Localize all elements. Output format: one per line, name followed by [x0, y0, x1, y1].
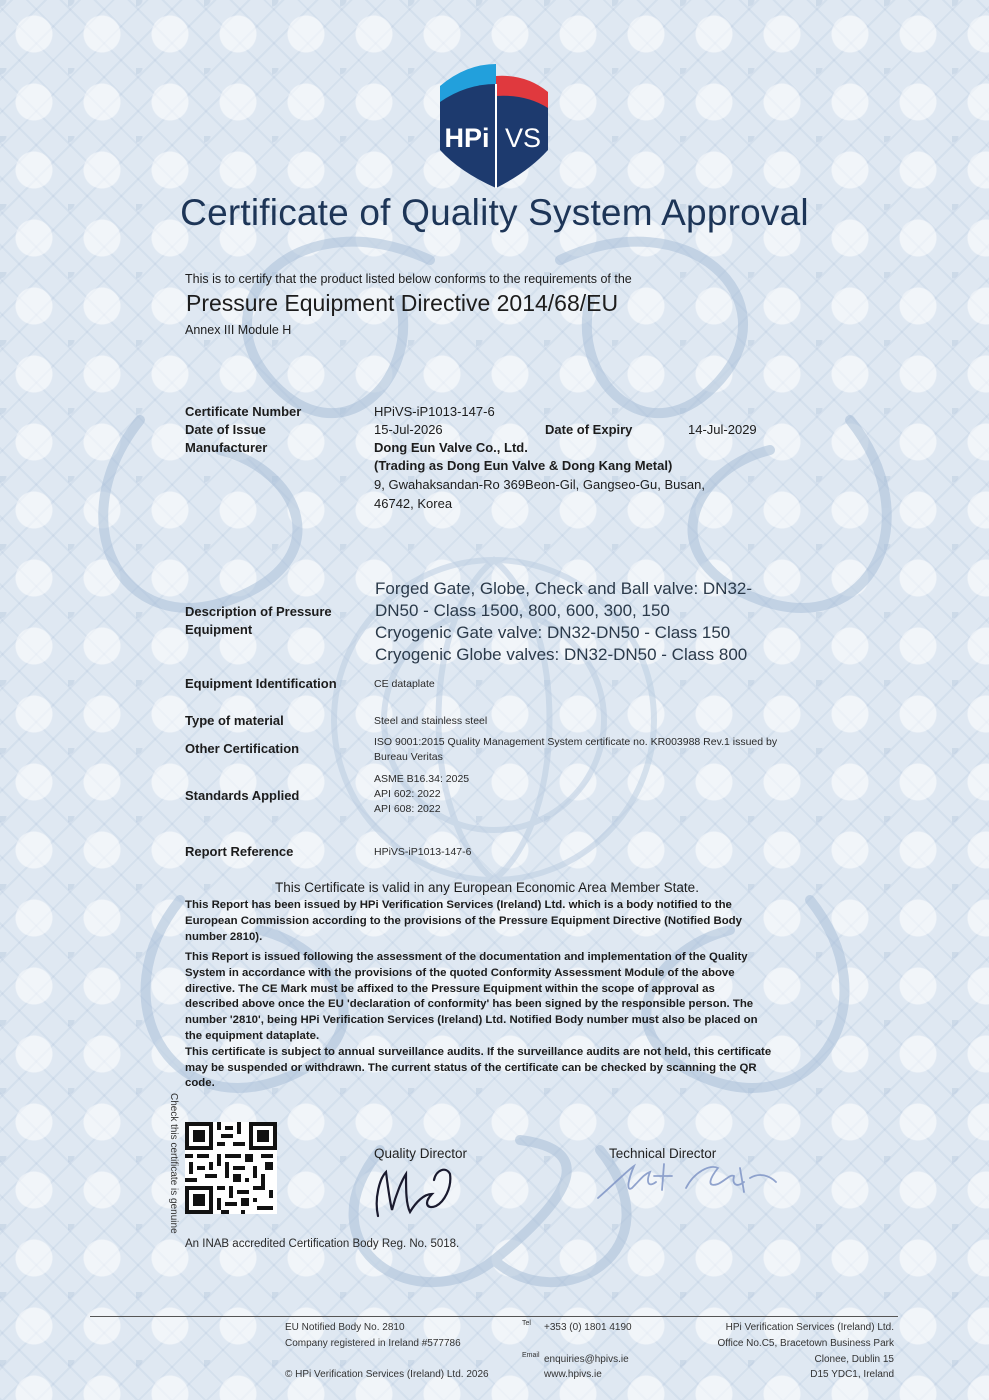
description-label: Description of Pressure: [185, 604, 332, 619]
paragraph-line: may be suspended or withdrawn. The current status of the certificate can be checked by scanning the QR: [185, 1061, 757, 1074]
other-certification-label: Other Certification: [185, 741, 300, 756]
footer-address-line: Clonee, Dublin 15: [814, 1354, 894, 1365]
date-of-expiry-value: 14-Jul-2029: [688, 422, 757, 437]
validity-statement: This Certificate is valid in any European Economic Area Member State.: [275, 880, 699, 895]
footer-notified-body: EU Notified Body No. 2810: [285, 1322, 405, 1333]
conditions-paragraph: [185, 950, 810, 1092]
paragraph-line: This certificate is subject to annual surveillance audits. If the surveillance audits are not held, this certificate: [185, 1045, 772, 1058]
paragraph-line: described above once the EU 'declaration of conformity' has been signed by the responsible person. The: [185, 998, 754, 1011]
other-certification-value: ISO 9001:2015 Quality Management System certificate no. KR003988 Rev.1 issued by: [374, 736, 778, 748]
standard-item: API 608: 2022: [374, 803, 441, 815]
other-certification-value-cont: Bureau Veritas: [374, 751, 443, 763]
footer-website-link[interactable]: www.hpivs.ie: [544, 1369, 602, 1380]
manufacturer-name: Dong Eun Valve Co., Ltd.: [374, 440, 528, 455]
date-of-issue-value: 15-Jul-2026: [374, 422, 443, 437]
paragraph-line: number 2810).: [185, 930, 263, 943]
description-line: Cryogenic Globe valves: DN32-DN50 - Class 800: [375, 645, 748, 664]
footer-email-link[interactable]: enquiries@hpivs.ie: [544, 1354, 629, 1365]
footer-email-label: Email: [522, 1352, 540, 1359]
date-of-issue-label: Date of Issue: [185, 422, 266, 437]
standards-applied-label: Standards Applied: [185, 788, 300, 803]
manufacturer-address-line: 46742, Korea: [374, 496, 453, 511]
annex-text: Annex III Module H: [185, 323, 292, 337]
footer-company-reg: Company registered in Ireland #577786: [285, 1338, 461, 1349]
paragraph-line: the equipment dataplate.: [185, 1029, 320, 1042]
description-label-cont: Equipment: [185, 622, 253, 637]
directive-title: Pressure Equipment Directive 2014/68/EU: [186, 290, 619, 316]
manufacturer-label: Manufacturer: [185, 440, 268, 455]
paragraph-line: This Report has been issued by HPi Verification Services (Ireland) Ltd. which is a body notified to the: [185, 899, 732, 911]
svg-text:VS: VS: [504, 123, 542, 153]
description-line: DN50 - Class 1500, 800, 600, 300, 150: [375, 601, 670, 620]
footer-tel-label: Tel: [522, 1320, 531, 1327]
certificate-number-label: Certificate Number: [185, 404, 302, 419]
hpivs-logo: [436, 58, 552, 190]
paragraph-line: European Commission according to the provisions of the Pressure Equipment Directive (Notified Body: [185, 914, 742, 927]
description-line: Cryogenic Gate valve: DN32-DN50 - Class 150: [375, 623, 731, 642]
footer-address-line: D15 YDC1, Ireland: [810, 1369, 894, 1380]
standard-item: API 602: 2022: [374, 788, 441, 800]
standard-item: ASME B16.34: 2025: [374, 773, 470, 785]
svg-text:HPi: HPi: [444, 123, 490, 153]
report-reference-value: HPiVS-iP1013-147-6: [374, 846, 472, 858]
paragraph-line: This Report is issued following the assessment of the documentation and implementation of the Quality: [185, 951, 748, 963]
type-of-material-label: Type of material: [185, 713, 284, 728]
page-title: Certificate of Quality System Approval: [180, 192, 809, 233]
notified-body-paragraph: [185, 898, 810, 945]
manufacturer-trading-name: (Trading as Dong Eun Valve & Dong Kang Metal): [374, 458, 673, 473]
paragraph-line: code.: [185, 1077, 215, 1090]
footer-tel[interactable]: +353 (0) 1801 4190: [544, 1322, 632, 1333]
footer-divider: [90, 1316, 898, 1317]
qr-code[interactable]: [185, 1122, 277, 1214]
technical-director-label: Technical Director: [609, 1146, 717, 1161]
technical-director-signature: [594, 1158, 784, 1206]
footer-address-line: Office No.C5, Bracetown Business Park: [717, 1338, 894, 1349]
certificate-number-value: HPiVS-iP1013-147-6: [374, 404, 495, 419]
manufacturer-address-line: 9, Gwahaksandan-Ro 369Beon-Gil, Gangseo-Gu, Busan,: [374, 477, 705, 492]
type-of-material-value: Steel and stainless steel: [374, 715, 488, 727]
description-line: Forged Gate, Globe, Check and Ball valve: DN32-: [375, 579, 753, 598]
intro-text: This is to certify that the product listed below conforms to the requirements of the: [185, 272, 632, 286]
quality-director-signature: [366, 1158, 466, 1222]
paragraph-line: directive. The CE Mark must be affixed to the Pressure Equipment within the scope of approval as: [185, 982, 715, 995]
qr-caption: Check this certificate is genuine: [168, 1093, 179, 1234]
footer-company-name: HPi Verification Services (Ireland) Ltd.: [725, 1322, 894, 1333]
paragraph-line: number '2810', being HPi Verification Services (Ireland) Ltd. Notified Body number must also be placed on: [185, 1014, 758, 1027]
quality-director-label: Quality Director: [374, 1146, 468, 1161]
report-reference-label: Report Reference: [185, 844, 294, 859]
paragraph-line: System in accordance with the provisions of the quoted Conformity Assessment Module of the above: [185, 966, 735, 979]
footer-copyright: © HPi Verification Services (Ireland) Ltd. 2026: [285, 1369, 489, 1380]
date-of-expiry-label: Date of Expiry: [545, 422, 633, 437]
equipment-identification-value: CE dataplate: [374, 678, 435, 690]
accreditation-text: An INAB accredited Certification Body Reg. No. 5018.: [185, 1238, 460, 1250]
equipment-identification-label: Equipment Identification: [185, 676, 337, 691]
